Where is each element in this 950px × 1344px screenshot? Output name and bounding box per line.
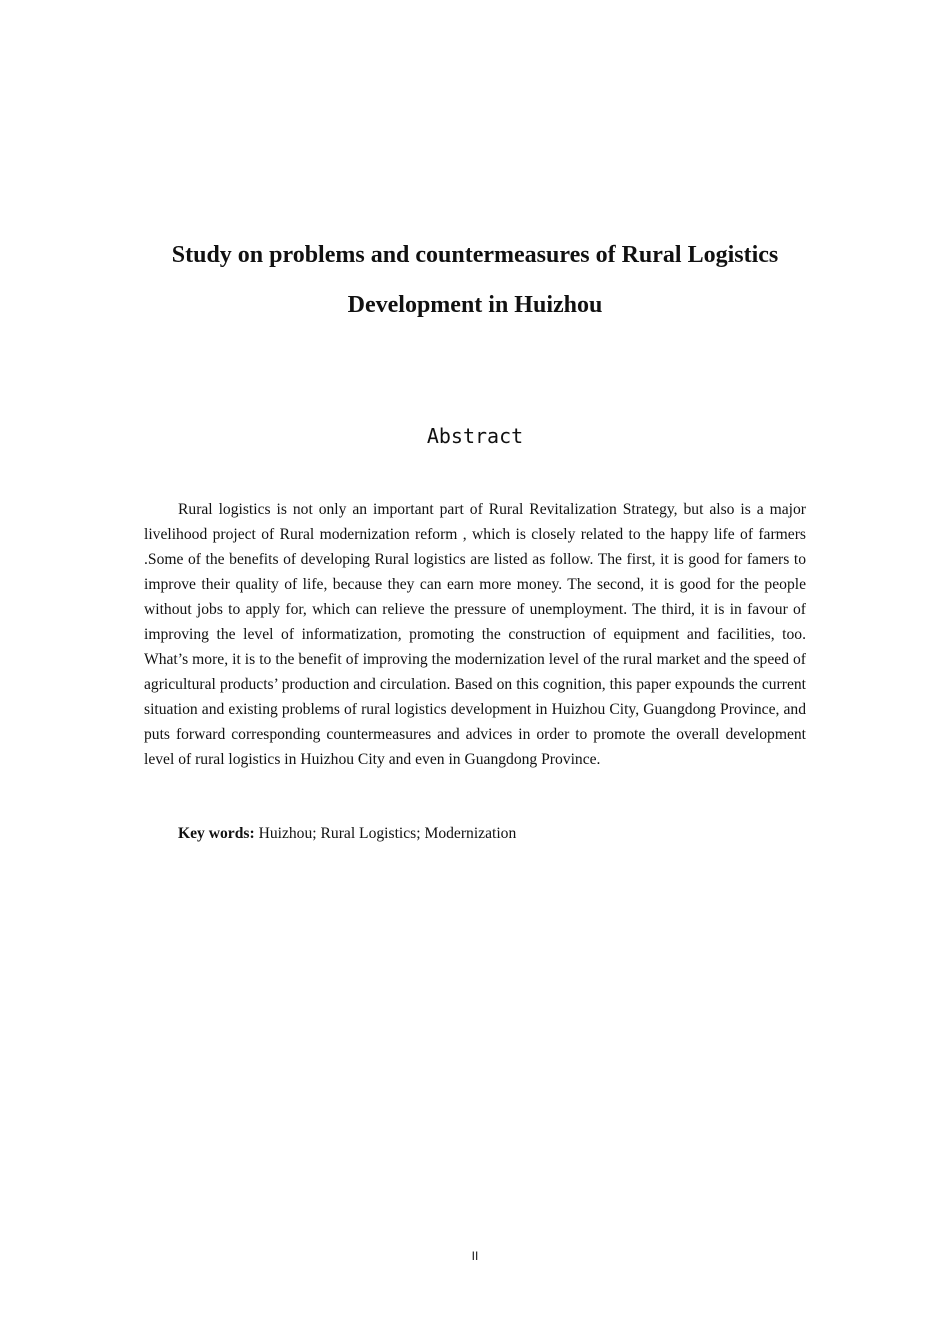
paper-title-line-2: Development in Huizhou (347, 292, 603, 318)
abstract-body: Rural logistics is not only an important part of Rural Revitalization Strategy, but also is a major livelihood project of Rural modernization reform , which is closely related to the happy life of farmers .Some of the benefits of developing Rural logistics are listed as follow. The first, it is good for famers to improve their quality of life, because they can earn more money. The second, it is good for the people without jobs to apply for, which can relieve the pressure of unemployment. The third, it is in favour of improving the level of informatization, promoting the construction of equipment and facilities, too. What’s more, it is to the benefit of improving the modernization level of the rural market and the speed of agricultural products’ production and circulation. Based on this cognition, this paper expounds the current situation and existing problems of rural logistics development in Huizhou City, Guangdong Province, and puts forward corresponding countermeasures and advices in order to promote the overall development level of rural logistics in Huizhou City and even in Guangdong Province. (144, 501, 806, 768)
abstract-heading: Abstract (426, 424, 524, 448)
keywords-value: Huizhou; Rural Logistics; Modernization (254, 825, 517, 842)
paper-title-line-1: Study on problems and countermeasures of Rural Logistics (171, 242, 779, 268)
page-number: II (471, 1249, 479, 1263)
keywords-line (178, 821, 806, 846)
paper-title (0, 230, 950, 330)
keywords-label: Key words: (178, 825, 255, 842)
